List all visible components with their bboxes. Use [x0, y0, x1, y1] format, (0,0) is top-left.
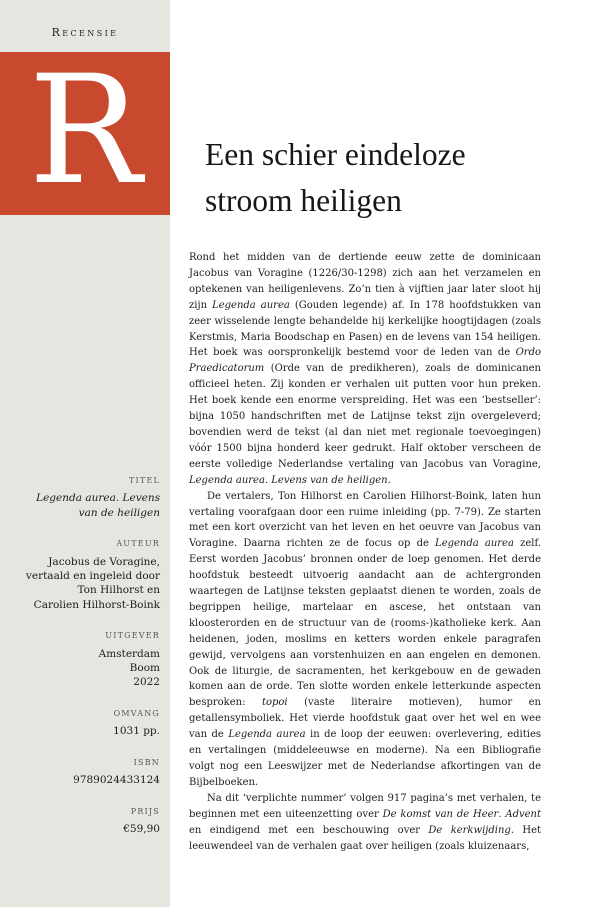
meta-value: 2022: [133, 676, 160, 689]
meta-label: OMVANG: [113, 708, 160, 718]
title-line: stroom heiligen: [205, 183, 402, 218]
dropcap-block: [0, 43, 170, 218]
paragraph-text: Rond het midden van de dertiende eeuw zette de dominicaan Jacobus van Voragine (1226/30-1298) zich aan het verzamelen en optekenen van heiligenlevens. Zo’n tien à vijftien jaar later sloot hij zijn: [189, 252, 541, 311]
paragraph-text: .: [387, 474, 391, 486]
paragraph-text: De vertalers, Ton Hilhorst en Carolien Hilhorst-Boink, laten hun vertaling voorafgaan door een ruime inleiding (pp. 7-79). Ze starten met een kort overzicht van het leven en het oeuvre van Jacobus van Voragine. Daarna richten ze de focus op de: [189, 490, 541, 550]
meta-value: vertaald en ingeleid door: [25, 570, 160, 583]
meta-prijs: [14, 805, 160, 837]
meta-value: 9789024433124: [73, 774, 160, 787]
meta-label: PRIJS: [130, 806, 160, 816]
dropcap-letter: R: [28, 43, 142, 218]
italic-text: De komst van de Heer: [382, 808, 499, 820]
italic-text: topoi: [261, 697, 288, 709]
title-line: Een schier eindeloze: [205, 137, 466, 172]
paragraph-text: Na dit ‘verplichte nummer’ volgen 917 pagina’s met verhalen, te beginnen met een uiteenzetting over: [189, 792, 541, 820]
meta-value: Ton Hilhorst en: [77, 584, 160, 597]
italic-text: Ordo Praedicatorum: [189, 347, 541, 375]
paragraph-text: (vaste literaire motieven), humor en getallensymboliek. Het vierde hoofdstuk gaat over het wel en wee van de: [189, 697, 541, 741]
meta-value: 1031 pp.: [113, 725, 160, 738]
italic-text: Legenda aurea: [435, 538, 514, 550]
meta-value: Boom: [129, 662, 160, 675]
meta-value: Legenda aurea. Levens: [36, 492, 160, 505]
meta-value: Carolien Hilhorst-Boink: [33, 598, 160, 611]
meta-value: €59,90: [123, 822, 160, 835]
meta-label: UITGEVER: [105, 631, 160, 641]
italic-text: De kerkwijding: [428, 824, 511, 836]
meta-isbn: [14, 756, 160, 788]
italic-text: Legenda aurea: [212, 299, 290, 311]
body-paragraph: [189, 489, 541, 791]
paragraph-text: in de loop der eeuwen: overlevering, edities en vertalingen (middeleeuwse en moderne). Na een Bibliografie volgt nog een Leeswijzer met de Nederlandse afkortingen van de Bijbelboeken.: [189, 729, 541, 788]
body-paragraph: [189, 791, 541, 855]
paragraph-text: (Gouden legende) af. In 178 hoofdstukken van zeer wisselende lengte behandelde hij kerkelijke hoogtijdagen (zoals Kerstmis, Maria Boodschap en Pasen) en de levens van 154 heiligen. Het boek was oorspronkelijk bestemd voor de leden van de: [189, 299, 542, 359]
meta-auteur: [14, 537, 160, 612]
meta-value: Jacobus de Voragine,: [48, 555, 160, 568]
italic-text: Legenda aurea: [228, 729, 306, 741]
paragraph-text: en eindigend met een beschouwing over: [189, 824, 429, 836]
meta-titel: [14, 474, 160, 520]
article-title: [205, 132, 595, 224]
meta-omvang: [14, 707, 160, 739]
meta-uitgever: [14, 629, 160, 690]
section-label: Recensie: [51, 26, 119, 39]
body-paragraph: [189, 250, 541, 489]
meta-value: van de heiligen: [78, 506, 160, 519]
book-meta: [14, 474, 160, 853]
meta-label: AUTEUR: [116, 539, 160, 549]
italic-text: Advent: [505, 808, 542, 820]
italic-text: Legenda aurea. Levens van de heiligen: [189, 474, 388, 486]
paragraph-text: . Het leeuwendeel van de verhalen gaat over heiligen (zoals kluizenaars,: [189, 824, 541, 852]
meta-value: Amsterdam: [98, 647, 160, 660]
paragraph-text: zelf. Eerst worden Jacobus’ bronnen onder de loep genomen. Het derde hoofdstuk besteedt uitvoerig aandacht aan de achtergronden waartegen de Latijnse teksten geplaatst dienen te worden, zoals de begrippen heilige, martelaar en ascese, het ontstaan van kloosterorden en de structuur van de (rooms-)katholieke kerk. Aan heidenen, joden, moslims en ketters worden enkele paragrafen gewijd, vervolgens aan vorstenhuizen en aan engelen en demonen. Ook de liturgie, de sacramenten, het kerkgebouw en de gewaden komen aan de orde. Ten slotte worden enkele letterkunde aspecten besproken:: [189, 538, 541, 709]
article-body: [189, 250, 541, 854]
meta-label: TITEL: [129, 476, 160, 485]
paragraph-text: .: [498, 808, 506, 820]
meta-label: ISBN: [133, 757, 160, 767]
paragraph-text: (Orde van de predikheren), zoals de dominicanen officieel heten. Zij konden er verhalen uit putten voor hun preken. Het boek kende een enorme verspreiding. Het was een ‘bestseller’: bijna 1050 handschriften met de Latijnse tekst zijn overgeleverd; bovendien werd de tekst (al dan niet met regionale toevoegingen) vóór 1500 bijna honderd keer gedrukt. Half oktober verscheen de eerste volledige Nederlandse vertaling van Jacobus van Voragine,: [189, 363, 541, 470]
